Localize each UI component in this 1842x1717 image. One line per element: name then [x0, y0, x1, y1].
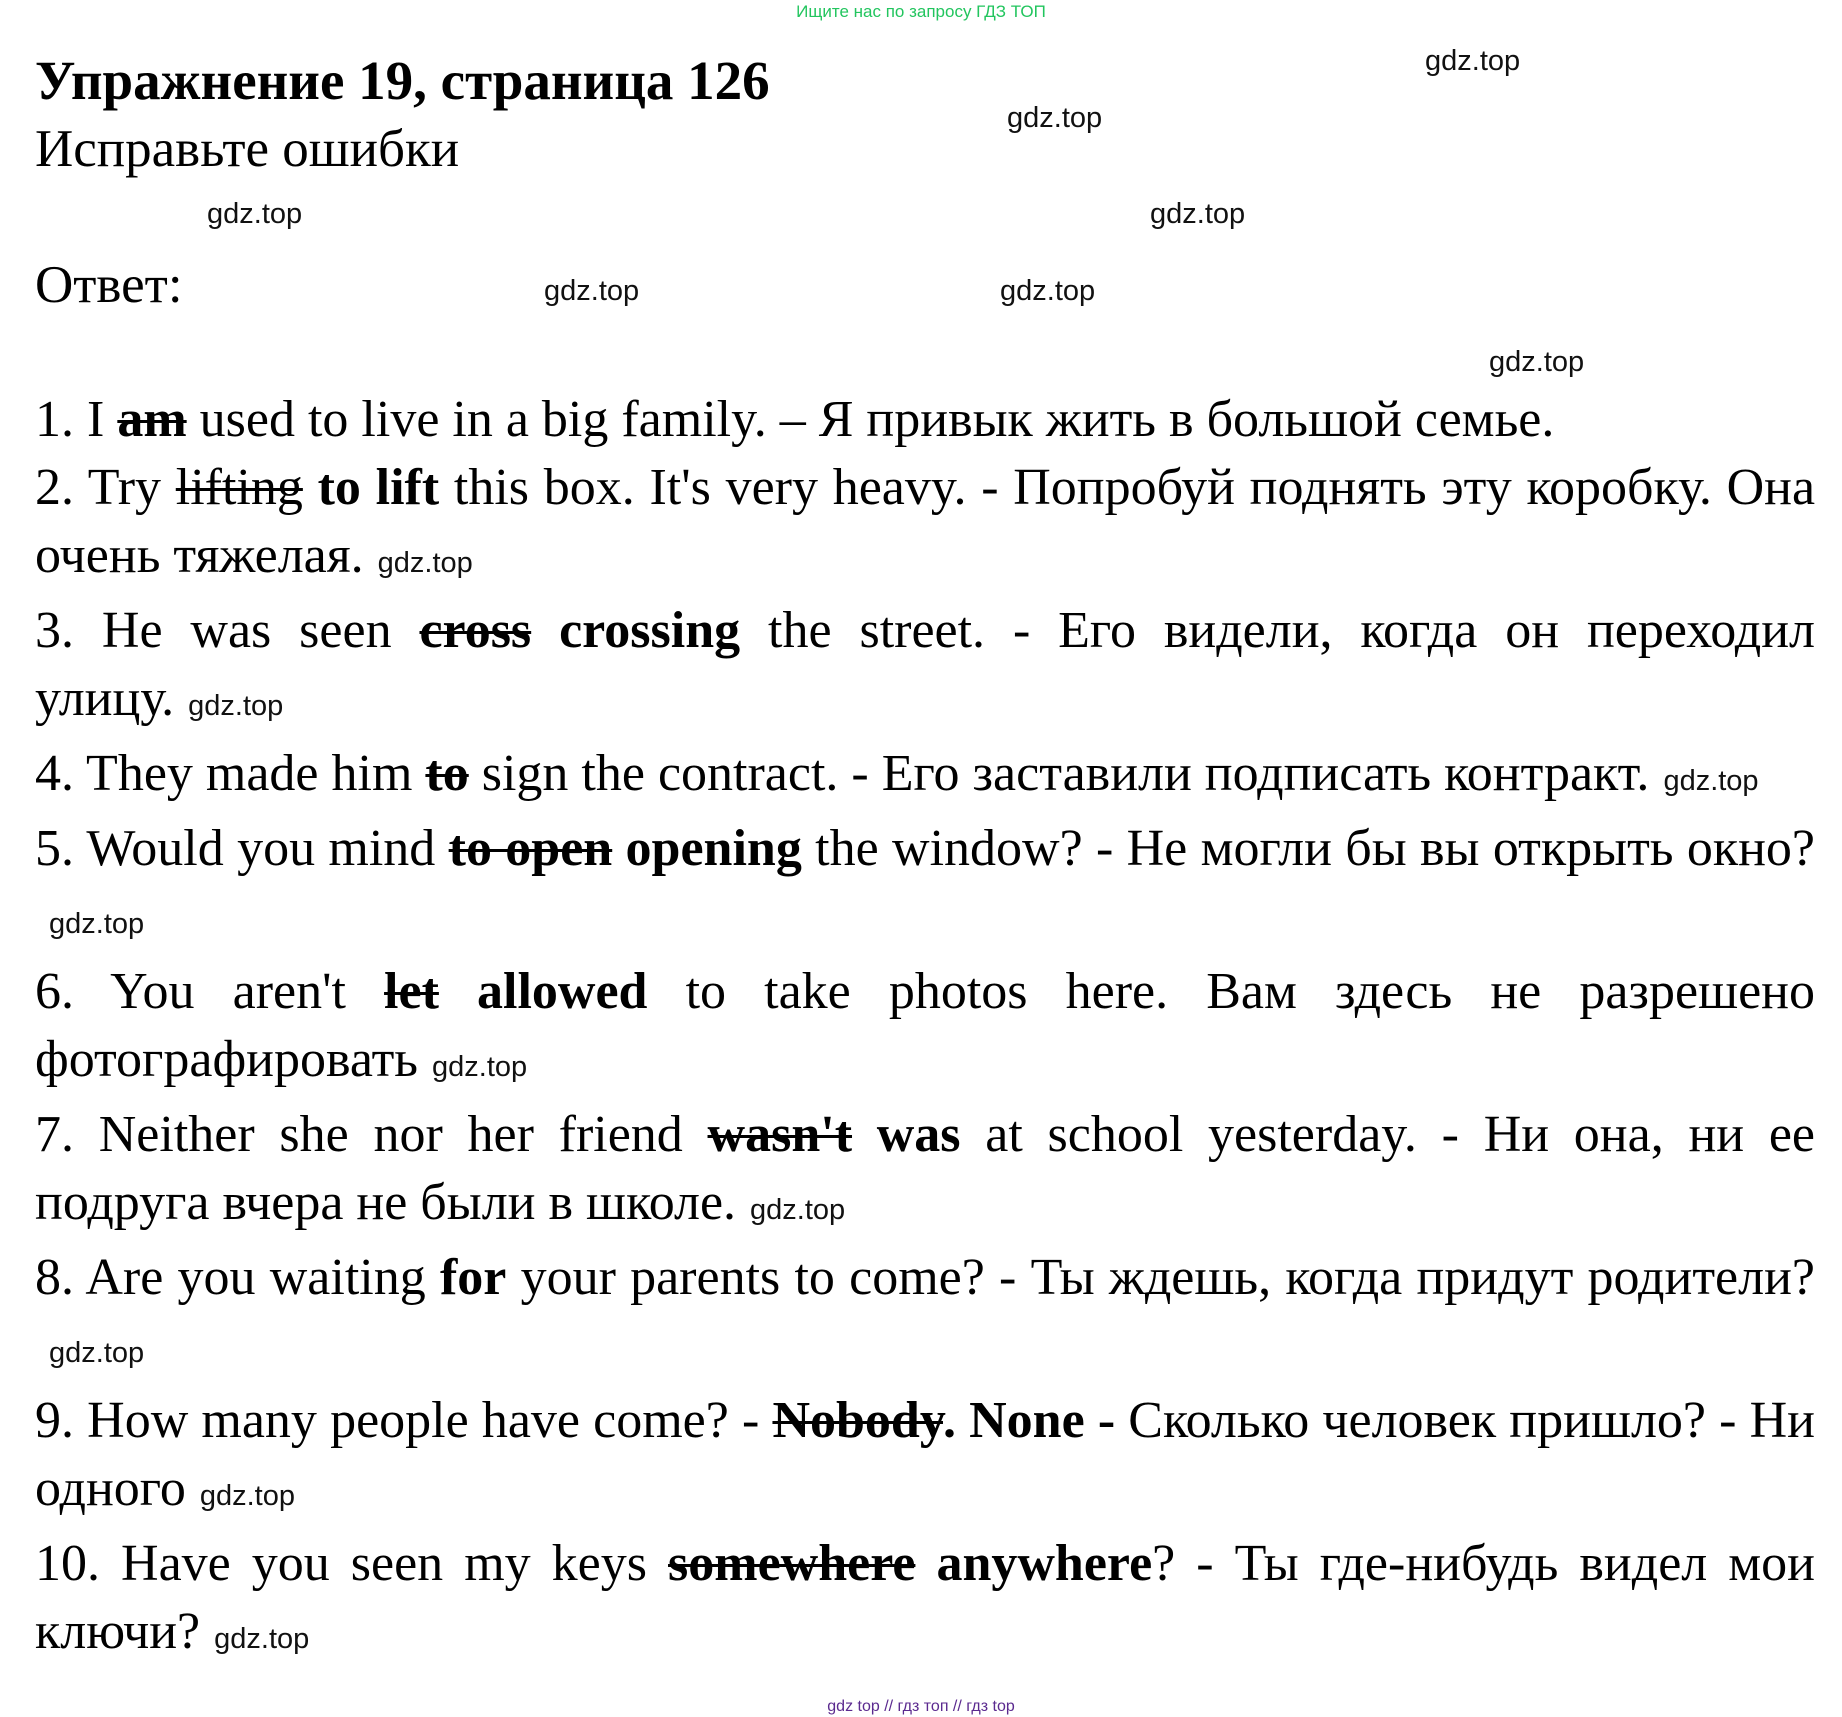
answer-item — [35, 815, 1815, 958]
correction-text: opening — [625, 820, 802, 877]
watermark: gdz.top — [377, 547, 473, 579]
correction-text: crossing — [559, 602, 741, 659]
bottom-promo-note: gdz top // гдз топ // гдз top — [827, 1698, 1015, 1715]
watermark: gdz.top — [1007, 102, 1103, 134]
answer-item — [35, 386, 1815, 454]
watermark: gdz.top — [214, 1623, 310, 1655]
page-title: Упражнение 19, страница 126 — [35, 50, 770, 111]
watermark: gdz.top — [1663, 765, 1759, 797]
sentence-text: 8. Are you waiting — [35, 1249, 440, 1306]
correction-text: for — [439, 1249, 507, 1306]
correction-text: allowed — [477, 963, 648, 1020]
struck-error-text: to open — [448, 820, 613, 877]
answer-list — [35, 386, 1815, 1673]
sentence-text: the window? - Не могли бы вы открыть окно? — [801, 820, 1816, 877]
watermark: gdz.top — [432, 1051, 528, 1083]
sentence-text — [303, 459, 318, 516]
watermark: gdz.top — [188, 690, 284, 722]
answer-item — [35, 958, 1815, 1101]
task-instruction: Исправьте ошибки — [35, 120, 460, 178]
sentence-text: 1. I — [35, 391, 118, 448]
sentence-text: 4. They made him — [35, 745, 426, 802]
struck-error-text: cross — [419, 602, 532, 659]
watermark: gdz.top — [49, 1337, 145, 1369]
sentence-text: Сколько человек пришло? - Ни одного — [35, 1392, 1816, 1517]
sentence-text — [852, 1106, 877, 1163]
struck-error-text: to — [425, 745, 469, 802]
struck-error-text: somewhere — [668, 1535, 916, 1592]
answer-item — [35, 1244, 1815, 1387]
watermark: gdz.top — [750, 1194, 846, 1226]
watermark: gdz.top — [1425, 45, 1521, 77]
struck-error-text: am — [117, 391, 187, 448]
sentence-text: 5. Would you mind — [35, 820, 449, 877]
sentence-text: your parents to come? - Ты ждешь, когда придут родители? — [506, 1249, 1815, 1306]
watermark: gdz.top — [1000, 275, 1096, 307]
sentence-text: to take photos here. Вам здесь не разрешено фотографировать — [35, 963, 1815, 1088]
sentence-text: sign the contract. - Его заставили подписать контракт. — [468, 745, 1650, 802]
watermark: gdz.top — [49, 908, 145, 940]
sentence-text: 7. Neither she nor her friend — [35, 1106, 708, 1163]
sentence-text: 10. Have you seen my keys — [35, 1535, 669, 1592]
correction-text: was — [876, 1106, 961, 1163]
correction-text: anywhere — [936, 1535, 1153, 1592]
answer-item — [35, 597, 1815, 740]
watermark: gdz.top — [1489, 346, 1585, 378]
answer-item — [35, 1101, 1815, 1244]
sentence-text: used to live in a big family. – Я привык жить в большой семье. — [186, 391, 1555, 448]
watermark: gdz.top — [1150, 198, 1246, 230]
sentence-text — [915, 1535, 936, 1592]
answer-item — [35, 1530, 1815, 1673]
struck-error-text: let — [384, 963, 439, 1020]
answer-label: Ответ: — [35, 256, 183, 314]
sentence-text: at school yesterday. - Ни она, ни ее подруга вчера не были в школе. — [35, 1106, 1815, 1231]
answer-item — [35, 1387, 1815, 1530]
watermark: gdz.top — [199, 1480, 295, 1512]
sentence-text — [439, 963, 477, 1020]
sentence-text: 3. He was seen — [35, 602, 420, 659]
correction-text: . None - — [942, 1392, 1116, 1449]
answer-item — [35, 454, 1815, 597]
top-promo-note: Ищите нас по запросу ГДЗ ТОП — [796, 2, 1046, 21]
struck-error-text: wasn't — [707, 1106, 853, 1163]
sentence-text: 9. How many people have come? - — [35, 1392, 773, 1449]
watermark: gdz.top — [544, 275, 640, 307]
sentence-text: this box. It's very heavy. - Попробуй поднять эту коробку. Она очень тяжелая. — [35, 459, 1816, 584]
watermark: gdz.top — [207, 198, 303, 230]
struck-error-text: lifting — [175, 459, 303, 516]
sentence-text: 6. You aren't — [35, 963, 385, 1020]
answer-item — [35, 740, 1815, 815]
sentence-text: the street. - Его видели, когда он переходил улицу. — [35, 602, 1816, 727]
correction-text: to lift — [317, 459, 440, 516]
struck-error-text: Nobody — [772, 1392, 943, 1449]
sentence-text — [531, 602, 559, 659]
sentence-text: ? - Ты где-нибудь видел мои ключи? — [35, 1535, 1816, 1660]
sentence-text: 2. Try — [35, 459, 176, 516]
sentence-text — [612, 820, 625, 877]
